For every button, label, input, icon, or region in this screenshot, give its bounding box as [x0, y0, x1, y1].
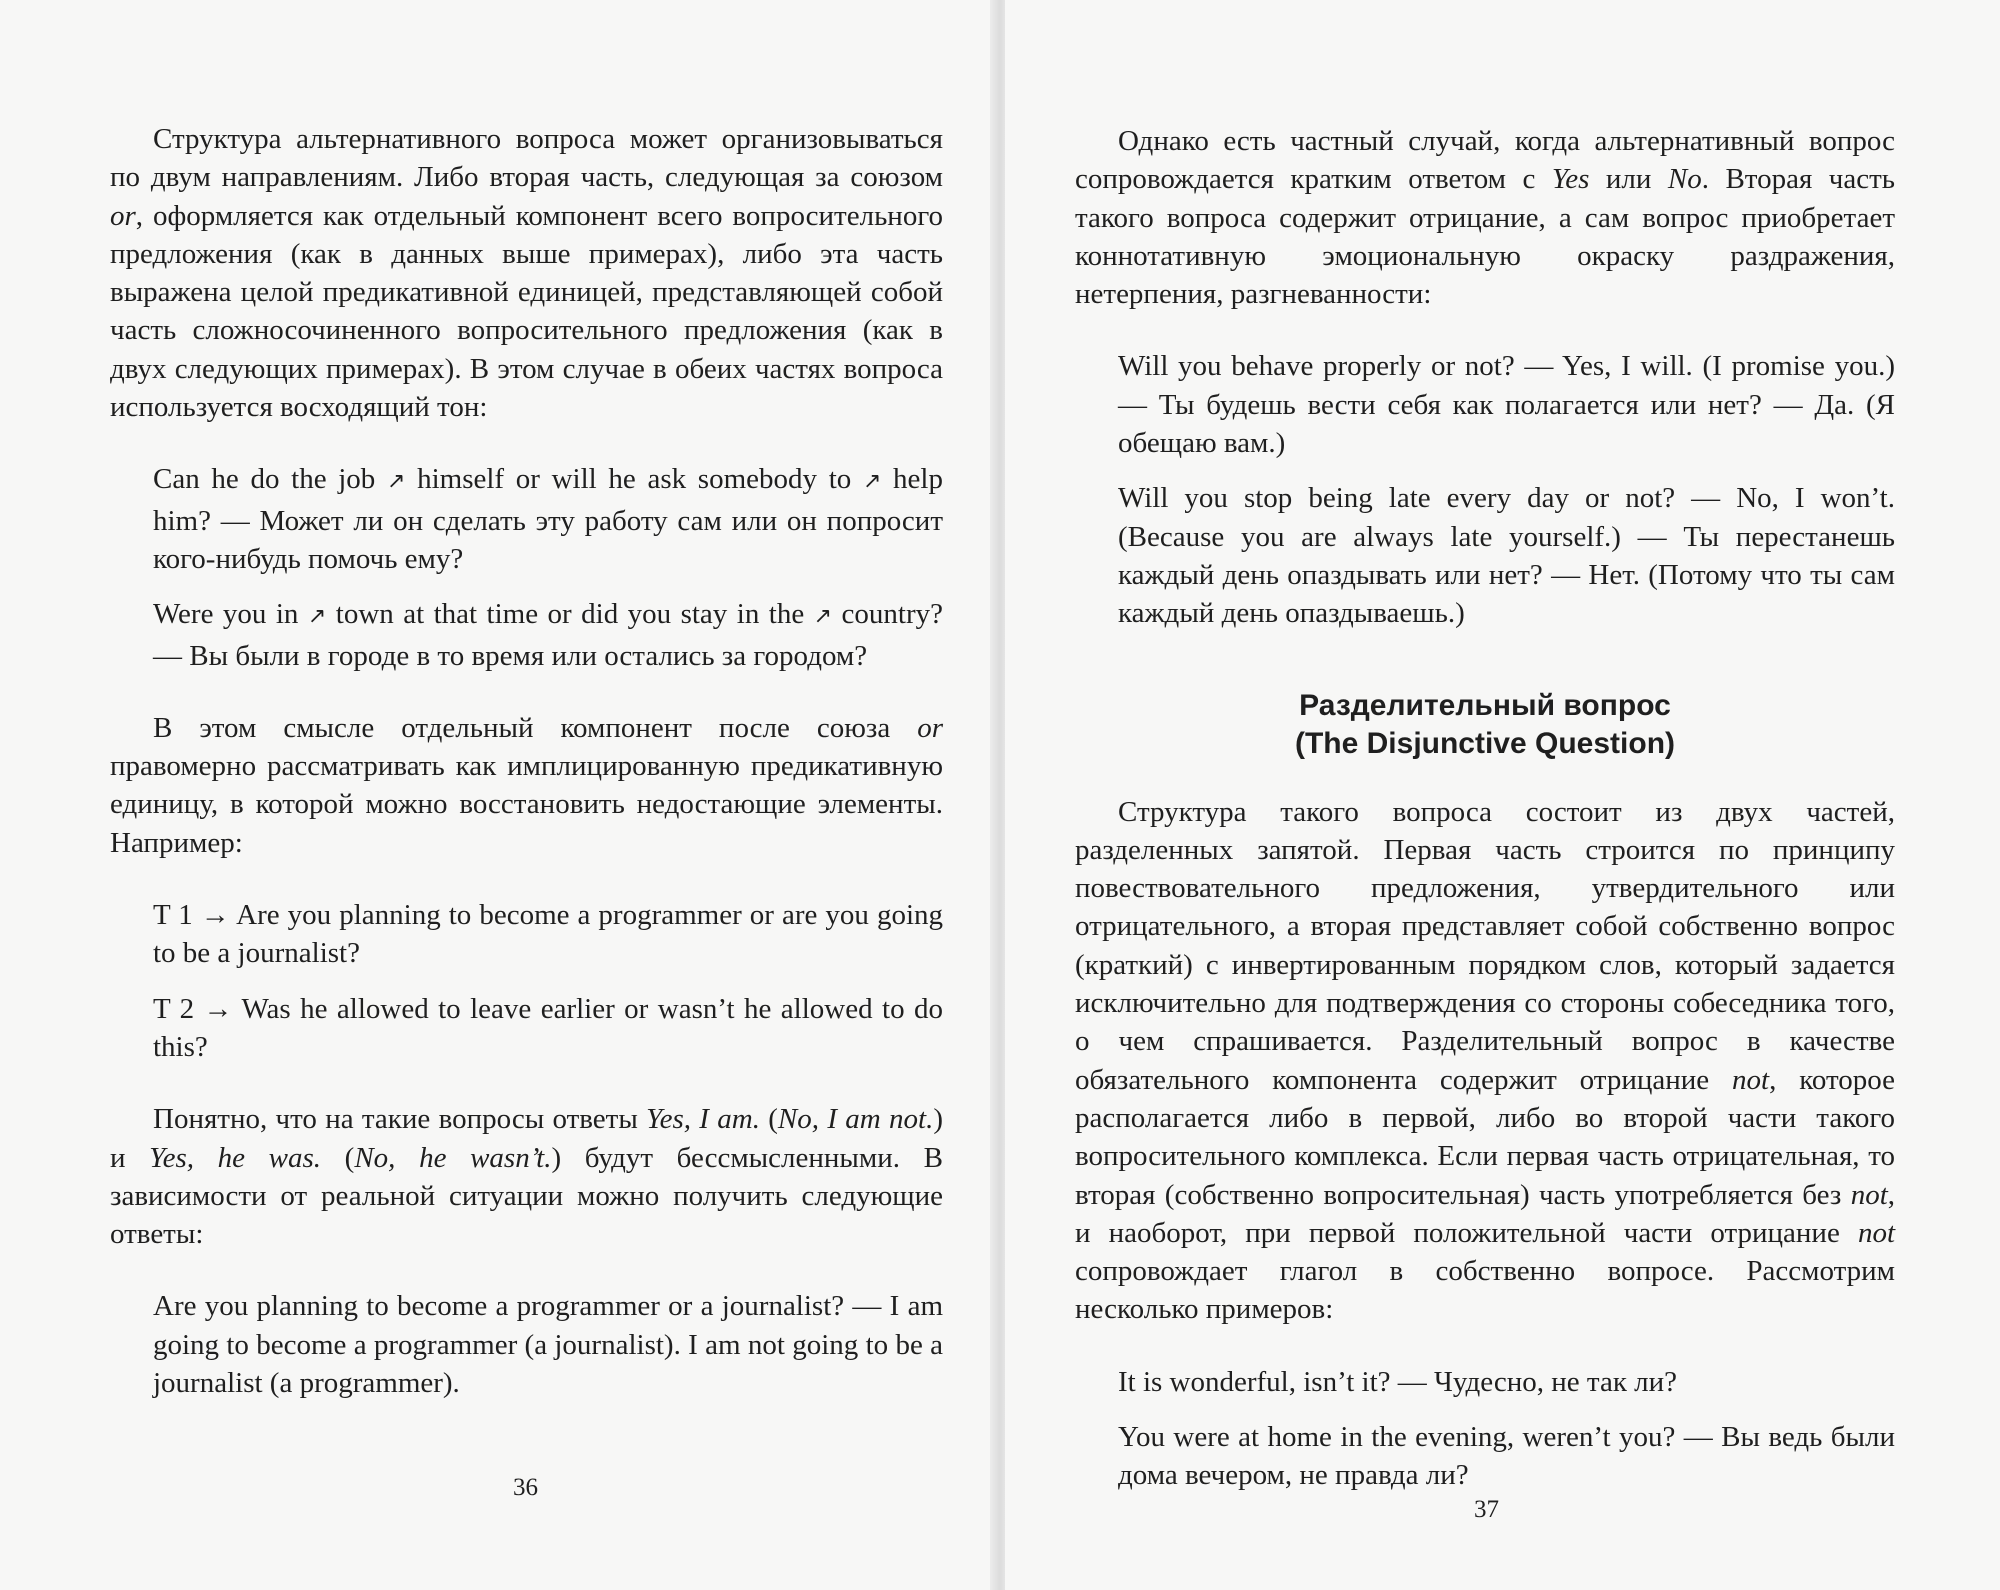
example-sentence: Are you planning to become a programmer or a journalist? — I am going to become a programmer (a journalist). I am not going to be a journalist (a programmer).: [153, 1290, 943, 1400]
example-sentence: Will you stop being late every day or not? — No, I won’t. (Because you are always late yourself.) — Ты перестанешь каждый день опаздывать или нет? — Нет. (Потому что ты сам каждый день опаздываешь.): [1118, 482, 1895, 630]
left-page: [0, 0, 995, 1590]
example-sentence: T 1 → Are you planning to become a programmer or are you going to be a journalist?: [153, 899, 943, 970]
paragraph: Однако есть частный случай, когда альтернативный вопрос сопровождается кратким ответом с Yes или No. Вторая часть такого вопроса содержит отрицание, а сам вопрос приобретает коннотативную эмоциональную окраску раздражения, нетерпения, разгневанности:: [1075, 125, 1895, 311]
example-sentence: It is wonderful, isn’t it? — Чудесно, не так ли?: [1118, 1365, 1678, 1398]
right-page: [1005, 0, 2000, 1590]
example-sentence: T 2 → Was he allowed to leave earlier or wasn’t he allowed to do this?: [153, 992, 943, 1063]
example-sentence: Were you in ↗ town at that time or did you stay in the ↗ country? — Вы были в городе в то время или остались за городом?: [153, 598, 944, 672]
paragraph: Структура такого вопроса состоит из двух частей, разделенных запятой. Первая часть строится по принципу повествовательного предложения, утвердительного или отрицательного, а вторая представляет собой собственно вопрос (краткий) с инвертированным порядком слов, который задается исключительно для подтверждения со стороны собеседника того, о чем спрашивается. Разделительный вопрос в качестве обязательного компонента содержит отрицание not, которое располагается либо в первой, либо во второй части такого вопросительного комплекса. Если первая часть отрицательная, то вторая (собственно вопросительная) часть употребляется без not, и наоборот, при первой положительной части отрицание not сопровождает глагол в собственно вопросе. Рассмотрим несколько примеров:: [1075, 795, 1895, 1326]
example-sentence: You were at home in the evening, weren’t you? — Вы ведь были дома вечером, не правда ли?: [1118, 1421, 1895, 1492]
example-sentence: Will you behave properly or not? — Yes, I will. (I promise you.) — Ты будешь вести себя как полагается или нет? — Да. (Я обещаю вам.): [1118, 350, 1895, 460]
paragraph: Структура альтернативного вопроса может организовываться по двум направлениям. Либо вторая часть, следующая за союзом or, оформляется как отдельный компонент всего вопросительного предложения (как в данных выше примерах), либо эта часть выражена целой предикативной единицей, представляющей собой часть сложносочиненного вопросительного предложения (как в двух следующих примерах). В этом случае в обеих частях вопроса используется восходящий тон:: [110, 123, 943, 424]
paragraph: В этом смысле отдельный компонент после союза or правомерно рассматривать как имплицированную предикативную единицу, в которой можно восстановить недостающие элементы. Например:: [110, 711, 943, 859]
page-number: 36: [513, 1474, 538, 1501]
paragraph: Понятно, что на такие вопросы ответы Yes, I am. (No, I am not.) и Yes, he was. (No, he wasn’t.) будут бессмысленными. В зависимости от реальной ситуации можно получить следующие ответы:: [110, 1103, 943, 1251]
page-number: 37: [1474, 1496, 1499, 1523]
left-text-column: [110, 120, 943, 1402]
example-sentence: Can he do the job ↗ himself or will he ask somebody to ↗ help him? — Может ли он сделать эту работу сам или он попросит кого-нибудь помочь ему?: [153, 463, 943, 575]
section-heading: Разделительный вопрос (The Disjunctive Question): [1294, 688, 1676, 760]
right-text-column: [1075, 122, 1895, 1495]
